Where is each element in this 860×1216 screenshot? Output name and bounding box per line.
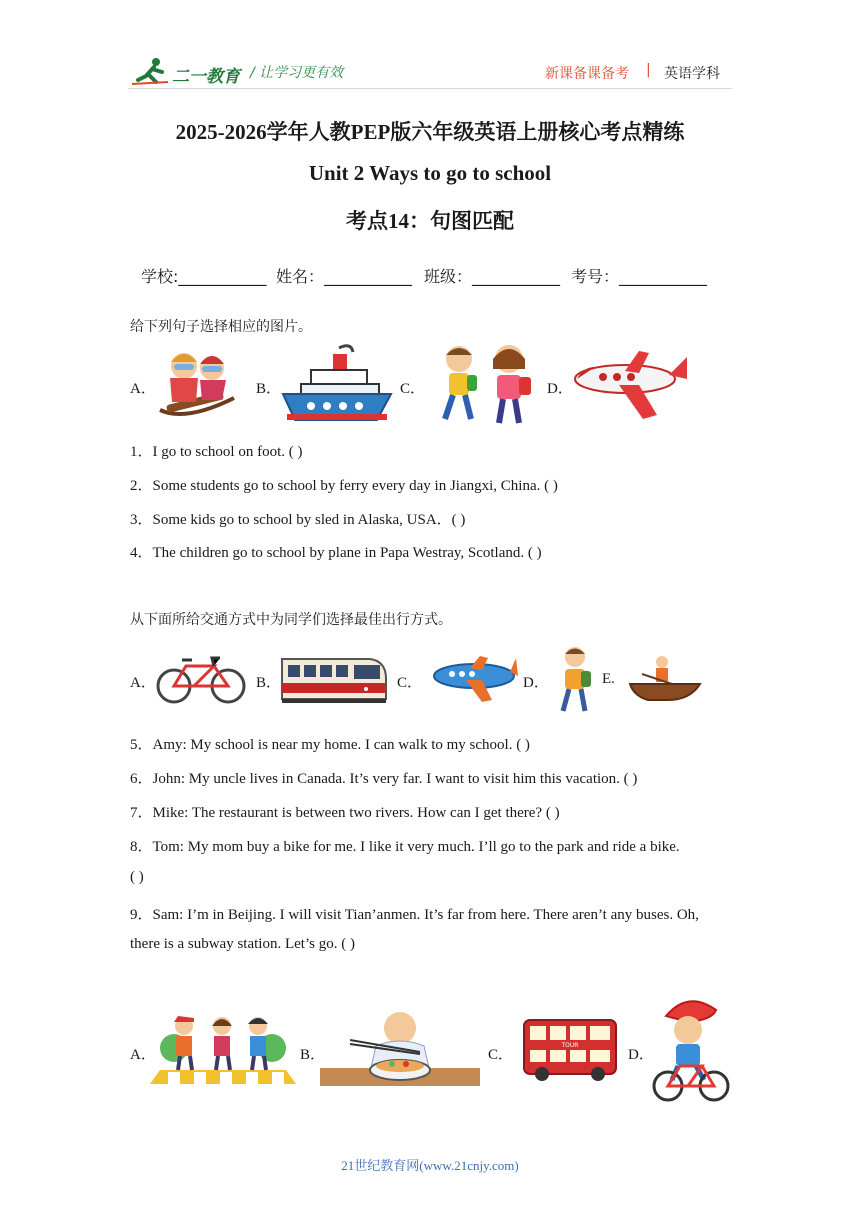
page-title: 2025-2026学年人教PEP版六年级英语上册核心考点精练 [175, 120, 685, 144]
question-4: 4．The children go to school by plane in Papa Westray, Scotland. ( ) [130, 545, 542, 561]
point-title: 考点14：句图匹配 [346, 209, 514, 233]
question-3: 3．Some kids go to school by sled in Alaska, USA．( ) [130, 512, 466, 528]
option-c-label: C． [400, 381, 426, 397]
question-7: 7．Mike: The restaurant is between two rivers. How can I get there? ( ) [130, 805, 560, 821]
option-c-label-3: C． [488, 1047, 514, 1063]
double-decker-bus-icon [522, 1018, 618, 1082]
ferry-icon [281, 344, 393, 426]
option-a-label: A． [130, 381, 156, 397]
unit-title: Unit 2 Ways to go to school [308, 161, 552, 185]
crosswalk-kids-icon [150, 1012, 296, 1084]
bicycle-icon [156, 654, 246, 704]
question-8: 8．Tom: My mom buy a bike for me. I like it very much. I’ll go to the park and ride a bike. [130, 839, 680, 855]
logo-text: 二一教育 [172, 67, 240, 87]
sled-kids-icon [156, 344, 238, 424]
school-field[interactable]: 学校:___________ [141, 267, 267, 286]
walking-boy-icon [555, 645, 595, 715]
question-5: 5．Amy: My school is near my home. I can walk to my school. ( ) [130, 737, 530, 753]
question-8-answer: ( ) [130, 869, 144, 885]
question-2: 2．Some students go to school by ferry every day in Jiangxi, China. ( ) [130, 478, 558, 494]
footer-source-link[interactable]: 21世纪教育网(www.21cnjy.com) [341, 1158, 519, 1173]
option-d-label-2: D． [523, 675, 549, 691]
option-b-label: B． [256, 381, 282, 397]
boat-icon [628, 654, 702, 704]
slogan: / 让学习更有效 [250, 65, 344, 81]
header-subject: 英语学科 [664, 66, 720, 82]
name-field[interactable]: 姓名：___________ [276, 267, 413, 286]
eating-noodles-icon [320, 1012, 480, 1086]
header-divider-line [128, 88, 732, 89]
runner-logo-icon [130, 56, 170, 88]
option-e-label: E. [602, 671, 615, 687]
option-a-label-2: A． [130, 675, 156, 691]
option-d-label-3: D． [628, 1047, 654, 1063]
option-a-label-3: A． [130, 1047, 156, 1063]
section1-instruction: 给下列句子选择相应的图片。 [130, 319, 312, 335]
question-1: 1．I go to school on foot. ( ) [130, 444, 303, 460]
option-c-label-2: C． [397, 675, 423, 691]
option-b-label-2: B． [256, 675, 282, 691]
plane-icon [573, 349, 689, 421]
header-divider: | [646, 62, 651, 78]
bus-sign-text: TOUR [561, 1042, 579, 1049]
question-6: 6．John: My uncle lives in Canada. It’s very far. I want to visit him this vacation. ( ) [130, 771, 638, 787]
train-icon [278, 649, 390, 707]
option-d-label: D． [547, 381, 573, 397]
plane-icon [430, 654, 518, 704]
option-b-label-3: B． [300, 1047, 326, 1063]
question-9-continued: there is a subway station. Let’s go. ( ) [130, 936, 355, 952]
cycling-kid-icon [652, 996, 730, 1104]
walking-kids-icon [433, 343, 537, 427]
class-field[interactable]: 班级：___________ [424, 267, 561, 286]
number-field[interactable]: 考号：___________ [571, 267, 708, 286]
header-tagline: 新课备课备考 [545, 66, 629, 82]
section2-instruction: 从下面所给交通方式中为同学们选择最佳出行方式。 [130, 612, 452, 628]
question-9: 9．Sam: I’m in Beijing. I will visit Tian’anmen. It’s far from here. There aren’t any buses. Oh, [130, 907, 699, 923]
